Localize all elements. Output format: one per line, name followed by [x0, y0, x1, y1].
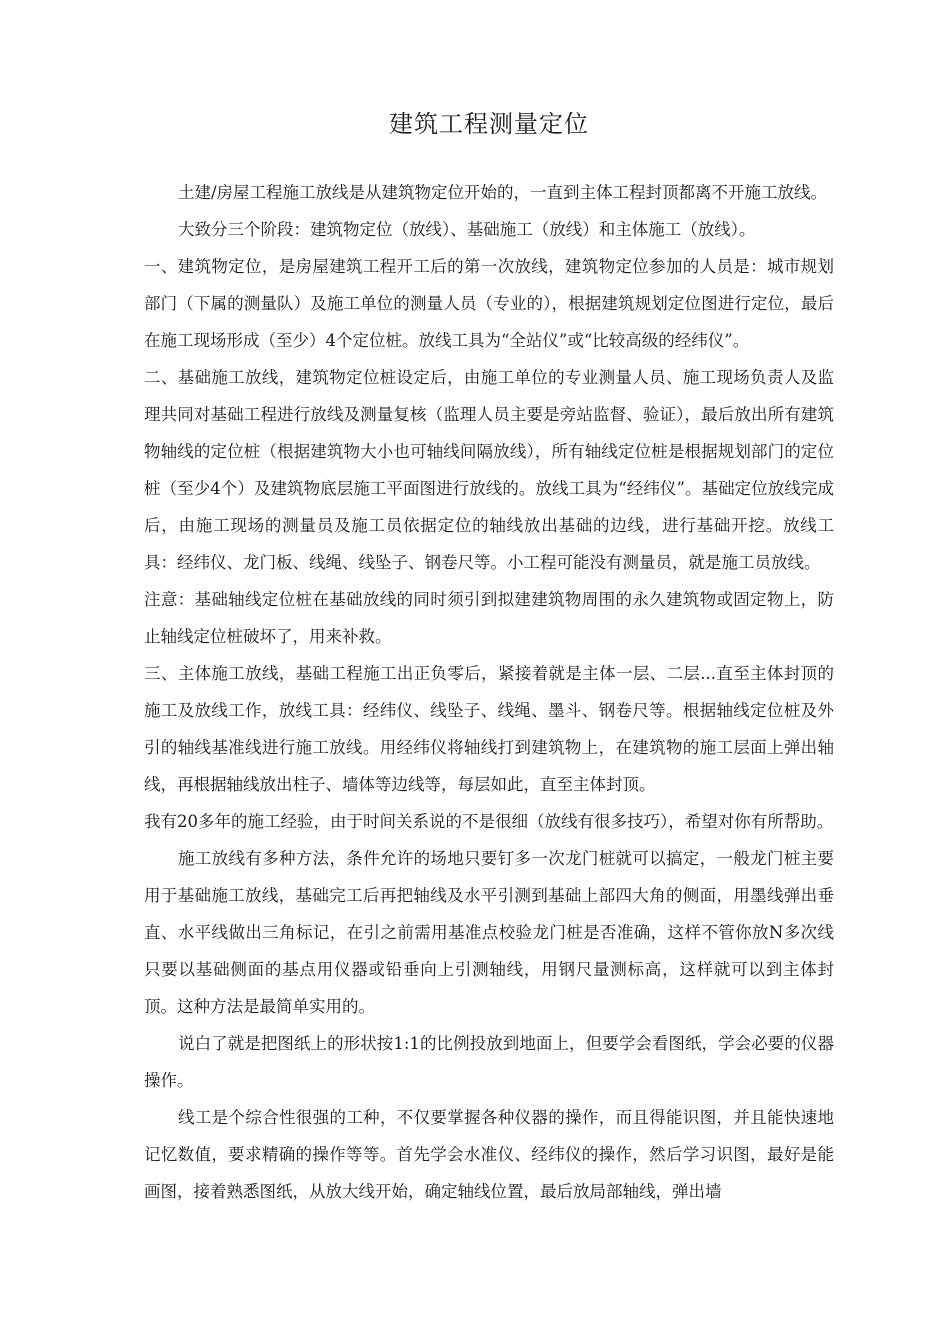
paragraph-foundation-layout: 二、基础施工放线，建筑物定位桩设定后，由施工单位的专业测量人员、施工现场负责人及监理共同对基础工程进行放线及测量复核（监理人员主要是旁站监督、验证），最后放出所有建筑物轴线的定位桩（根据建筑物大小也可轴线间隔放线），所有轴线定位桩是根据规划部门的定位桩（至少4个）及建筑物底层施工平面图进行放线的。放线工具为“经纬仪”。基础定位放线完成后，由施工现场的测量员及施工员依据定位的轴线放出基础的边线，进行基础开挖。放线工具：经纬仪、龙门板、线绳、线坠子、钢卷尺等。小工程可能没有测量员，就是施工员放线。 — [144, 368, 834, 572]
paragraph-stages: 大致分三个阶段：建筑物定位（放线）、基础施工（放线）和主体施工（放线）。 — [178, 220, 756, 239]
document-title: 建筑工程测量定位 — [389, 110, 589, 138]
paragraph-experience: 我有20多年的施工经验，由于时间关系说的不是很细（放线有很多技巧），希望对你有所帮助。 — [144, 812, 834, 831]
paragraph-summary: 说白了就是把图纸上的形状按1:1的比例投放到地面上，但要学会看图纸，学会必要的仪器操作。 — [144, 1034, 834, 1090]
paragraph-line-worker: 线工是个综合性很强的工种，不仅要掌握各种仪器的操作，而且得能识图，并且能快速地记忆数值，要求精确的操作等等。首先学会水准仪、经纬仪的操作，然后学习识图，最好是能画图，接着熟悉图纸，从放大线开始，确定轴线位置，最后放局部轴线，弹出墙 — [144, 1108, 834, 1201]
paragraph-building-positioning: 一、建筑物定位，是房屋建筑工程开工后的第一次放线，建筑物定位参加的人员是：城市规划部门（下属的测量队）及施工单位的测量人员（专业的），根据建筑规划定位图进行定位，最后在施工现场形成（至少）4个定位桩。放线工具为“全站仪”或“比较高级的经纬仪”。 — [144, 257, 834, 350]
paragraph-main-structure-layout: 三、主体施工放线，基础工程施工出正负零后，紧接着就是主体一层、二层...直至主体封顶的施工及放线工作，放线工具：经纬仪、线坠子、线绳、墨斗、钢卷尺等。根据轴线定位桩及外引的轴线基准线进行施工放线。用经纬仪将轴线打到建筑物上，在建筑物的施工层面上弹出轴线，再根据轴线放出柱子、墙体等边线等，每层如此，直至主体封顶。 — [144, 664, 834, 794]
paragraph-note: 注意：基础轴线定位桩在基础放线的同时须引到拟建建筑物周围的永久建筑物或固定物上，防止轴线定位桩破坏了，用来补救。 — [144, 590, 834, 646]
paragraph-methods: 施工放线有多种方法，条件允许的场地只要钉多一次龙门桩就可以搞定，一般龙门桩主要用于基础施工放线，基础完工后再把轴线及水平引测到基础上部四大角的侧面，用墨线弹出垂直、水平线做出三角标记，在引之前需用基准点校验龙门桩是否准确，这样不管你放N多次线只要以基础侧面的基点用仪器或铅垂向上引测轴线，用钢尺量测标高，这样就可以到主体封顶。这种方法是最简单实用的。 — [144, 849, 834, 1016]
document-body — [144, 104, 834, 1210]
paragraph-intro: 土建/房屋工程施工放线是从建筑物定位开始的，一直到主体工程封顶都离不开施工放线。 — [178, 183, 828, 202]
